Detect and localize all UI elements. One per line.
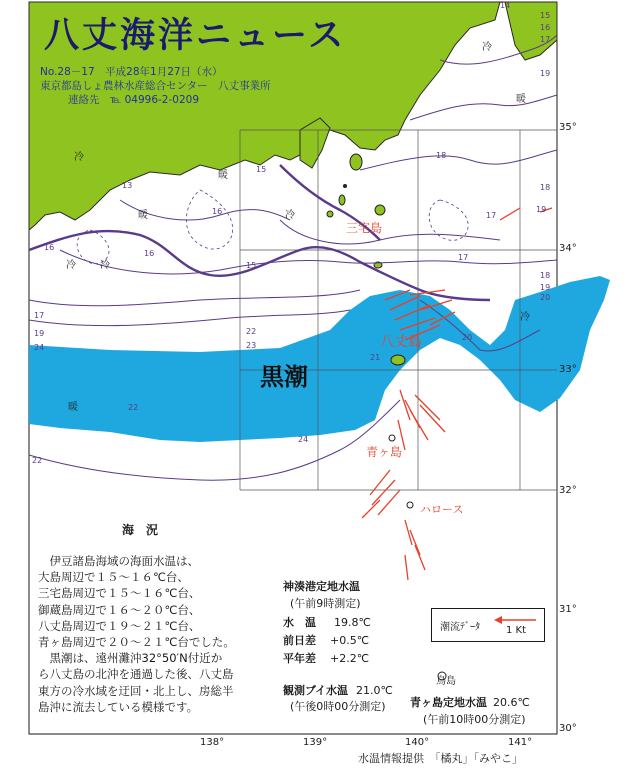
commentary-line: 東方の冷水域を迂回・北上し、房総半 — [38, 683, 234, 698]
buoy-time: (午後0時00分測定) — [290, 700, 386, 713]
island-miyake — [375, 205, 385, 215]
svg-text:20: 20 — [540, 293, 551, 302]
legend-arrow-icon — [494, 615, 538, 625]
svg-text:冷: 冷 — [74, 152, 84, 163]
svg-text:22: 22 — [32, 456, 43, 465]
lat-label: 33° — [559, 364, 577, 375]
legend-label: 潮流ﾃﾞｰﾀ — [440, 622, 480, 633]
commentary-body — [38, 553, 286, 715]
buoy-reading: 観測ブイ水温 21.0℃ — [283, 684, 393, 697]
kaminato-row: 前日差 +0.5℃ — [283, 634, 370, 647]
commentary-line: 大島周辺で１５～１６℃台、 — [38, 570, 189, 585]
island-kozushima — [327, 211, 333, 217]
svg-text:22: 22 — [246, 327, 257, 336]
island-hachijo — [391, 355, 405, 365]
svg-text:冷: 冷 — [285, 210, 295, 221]
commentary-line: 黒潮は、遠州灘沖32°50′N付近か — [38, 651, 223, 666]
map-label-miyake: 三宅島 — [346, 221, 383, 235]
legend-unit: 1 Kt — [506, 625, 527, 636]
island-oshima — [350, 154, 362, 170]
svg-text:20: 20 — [462, 333, 473, 342]
island-aogashima — [389, 435, 395, 441]
svg-text:冷: 冷 — [520, 312, 530, 323]
lon-label: 139° — [303, 737, 328, 748]
svg-text:17: 17 — [458, 253, 469, 262]
map-label-bayonnaise: ハロース — [420, 503, 464, 516]
lat-label: 32° — [559, 485, 577, 496]
commentary-line: 島沖に流去している模様です。 — [38, 699, 199, 714]
lon-label: 140° — [405, 737, 430, 748]
svg-text:19: 19 — [34, 329, 45, 338]
lat-label: 35° — [559, 122, 577, 133]
svg-text:13: 13 — [122, 181, 133, 190]
lon-label: 138° — [200, 737, 225, 748]
svg-text:19: 19 — [540, 69, 551, 78]
island-toshima — [343, 184, 347, 188]
aogashima-reading: 青ヶ島定地水温 20.6℃ — [410, 696, 530, 709]
commentary-line: 三宅島周辺で１５～１６℃台、 — [38, 586, 201, 601]
svg-text:21: 21 — [370, 353, 381, 362]
page-title: 八丈海洋ニュース — [44, 15, 347, 56]
commentary-line: ら八丈島の北沖を通過した後、八丈島 — [38, 667, 234, 682]
commentary-line: 御蔵島周辺で１６～２０℃台、 — [38, 602, 201, 617]
svg-text:15: 15 — [540, 11, 551, 20]
current-legend — [431, 608, 545, 642]
island-bayonnaise — [407, 502, 413, 508]
svg-text:15: 15 — [256, 165, 267, 174]
svg-text:19: 19 — [536, 205, 547, 214]
lat-label: 34° — [559, 243, 577, 254]
issue-line: No.28－17 平成28年1月27日（水） — [40, 66, 223, 78]
svg-text:19: 19 — [540, 283, 551, 292]
contact-line: 連絡先 ℡ 04996-2-0209 — [68, 94, 199, 106]
commentary-title: 海 況 — [122, 523, 159, 537]
aogashima-time: (午前10時00分測定) — [423, 713, 526, 726]
svg-text:14: 14 — [500, 1, 511, 10]
map-label-hachijo: 八丈島 — [380, 334, 422, 350]
svg-text:24: 24 — [298, 435, 309, 444]
island-niijima — [339, 195, 345, 205]
svg-text:22: 22 — [128, 403, 139, 412]
org-line: 東京都島しょ農林水産総合センター 八丈事業所 — [40, 80, 271, 92]
map-label-torishima: 鳥島 — [436, 676, 456, 687]
svg-text:24: 24 — [34, 343, 45, 352]
kaminato-row: 平年差 +2.2℃ — [283, 652, 370, 665]
svg-text:暖: 暖 — [218, 170, 228, 181]
svg-text:18: 18 — [540, 183, 551, 192]
svg-text:17: 17 — [486, 211, 497, 220]
commentary-line: 伊豆諸島海域の海面水温は、 — [38, 554, 199, 568]
svg-text:16: 16 — [44, 243, 55, 252]
svg-text:暖: 暖 — [68, 402, 78, 413]
kaminato-row: 水 温 19.8℃ — [283, 616, 371, 629]
svg-text:暖: 暖 — [138, 210, 148, 221]
svg-text:18: 18 — [436, 151, 447, 160]
lon-label: 141° — [508, 737, 533, 748]
svg-text:15: 15 — [246, 261, 257, 270]
lat-label: 30° — [559, 723, 577, 734]
svg-text:冷: 冷 — [482, 42, 492, 53]
svg-text:17: 17 — [34, 311, 45, 320]
kaminato-title: 神湊港定地水温 — [283, 580, 360, 593]
svg-text:23: 23 — [246, 341, 257, 350]
map-label-aogashima: 青ヶ島 — [366, 445, 403, 459]
svg-text:16: 16 — [144, 249, 155, 258]
commentary-line: 八丈島周辺で１９～２１℃台、 — [38, 618, 201, 633]
footer-credit: 水温情報提供 「橘丸」「みやこ」 — [358, 752, 523, 765]
svg-text:17: 17 — [540, 35, 551, 44]
svg-text:18: 18 — [540, 271, 551, 280]
kaminato-time: (午前9時測定) — [290, 597, 361, 610]
svg-text:16: 16 — [540, 23, 551, 32]
map-label-kuroshio: 黒潮 — [260, 363, 308, 391]
lat-label: 31° — [559, 604, 577, 615]
svg-text:暖: 暖 — [516, 94, 526, 105]
svg-text:16: 16 — [212, 207, 223, 216]
commentary-line: 青ヶ島周辺で２０～２１℃台でした。 — [38, 635, 235, 650]
svg-text:冷: 冷 — [66, 260, 76, 271]
svg-text:冷: 冷 — [100, 260, 110, 271]
